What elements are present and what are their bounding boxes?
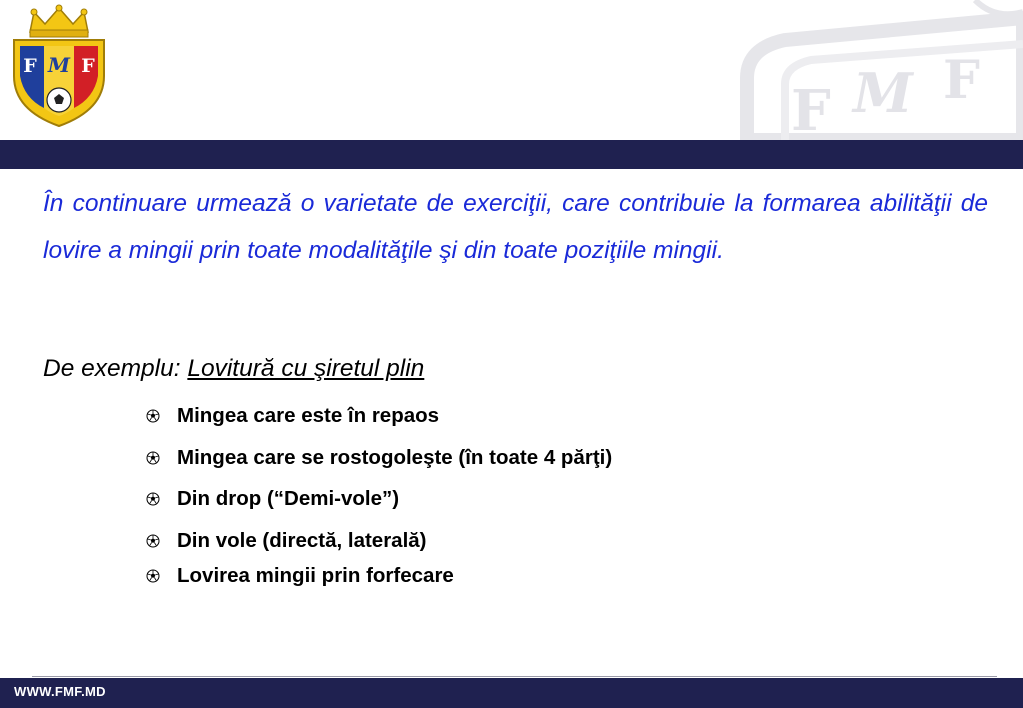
list-item-label: Mingea care este în repaos <box>177 404 440 427</box>
list-item <box>146 529 427 553</box>
footer-url[interactable]: WWW.FMF.MD <box>14 684 106 699</box>
list-item <box>146 487 399 511</box>
list-item <box>146 446 612 470</box>
footer-band <box>0 678 1023 708</box>
header-band <box>0 140 1023 169</box>
svg-text:M: M <box>853 61 913 125</box>
example-heading <box>43 352 988 386</box>
football-icon <box>146 409 160 423</box>
fmf-logo <box>8 4 110 130</box>
football-icon <box>146 569 160 583</box>
list-item <box>146 404 439 428</box>
football-icon <box>47 88 71 112</box>
svg-text:F: F <box>943 50 980 111</box>
svg-text:M: M <box>47 53 71 77</box>
example-prefix: De exemplu: <box>43 355 181 382</box>
crown-icon <box>30 5 88 37</box>
list-item <box>146 564 454 588</box>
fmf-watermark <box>725 0 1023 140</box>
svg-text:F: F <box>81 55 95 77</box>
footer-divider <box>32 676 997 677</box>
football-icon <box>146 534 160 548</box>
list-item-label: Din drop (“Demi-vole”) <box>177 487 400 510</box>
football-icon <box>146 492 160 506</box>
list-item-label: Lovirea mingii prin forfecare <box>177 564 454 587</box>
list-item-label: Mingea care se rostogoleşte (în toate 4 părţi) <box>177 446 613 469</box>
intro-paragraph: În continuare urmează o varietate de exerciţii, care contribuie la formarea abilităţii de lovire a mingii prin toate modalităţile şi din toate poziţiile mingii. <box>43 190 988 264</box>
football-icon <box>146 451 160 465</box>
example-title: Lovitură cu şiretul plin <box>187 355 425 382</box>
svg-text:F: F <box>791 78 831 140</box>
list-item-label: Din vole (directă, laterală) <box>177 529 427 552</box>
svg-text:F: F <box>23 55 37 77</box>
